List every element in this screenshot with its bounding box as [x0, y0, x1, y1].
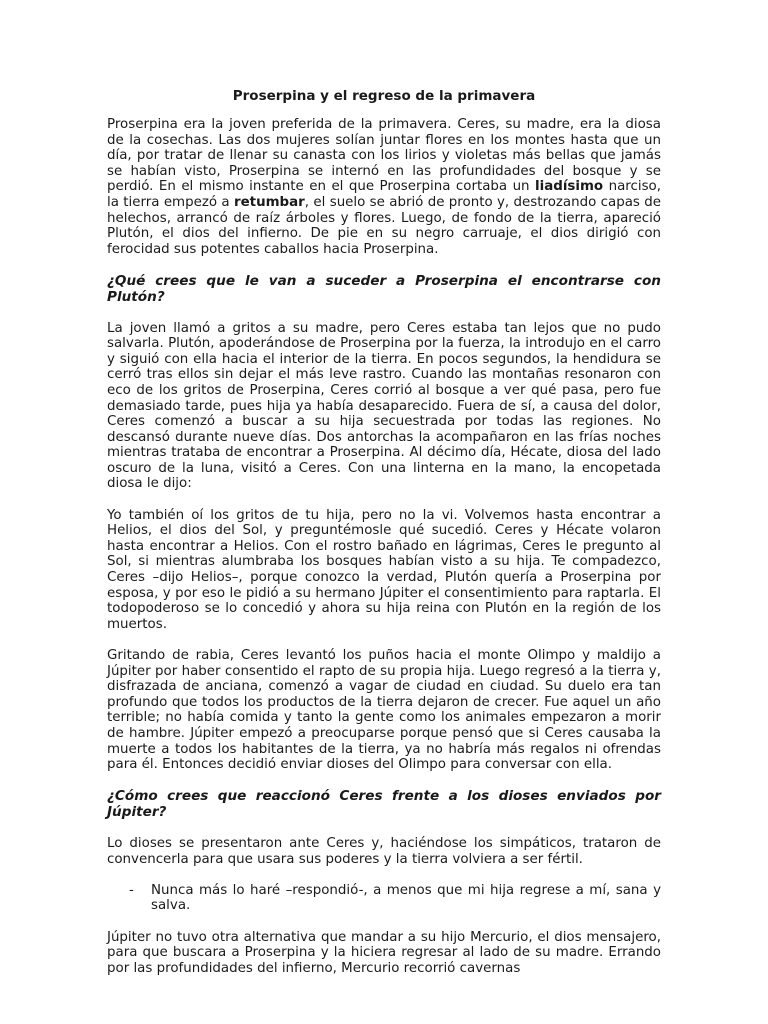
paragraph-1-part-b: narciso, la tierra empezó a: [107, 179, 661, 210]
spacer: [107, 257, 661, 273]
paragraph-3: Yo también oí los gritos de tu hija, pero no la vi. Volvemos hasta encontrar a Helios, el dios del Sol, y preguntémosle qué sucedió. Ceres y Hécate volaron hasta encontrar a Helios. Con el rostro bañado en lágrimas, Ceres le pregunto al Sol, si mientras alumbraba los bosques habían visto a su hija. Te compadezco, Ceres –dijo Helios–, porque conozco la verdad, Plutón quería a Proserpina por esposa, y por eso le pidió a su hermano Júpiter el consentimiento para raptarla. El todopoderoso se lo concedió y ahora su hija reina con Plutón en la región de los muertos.: [107, 507, 661, 632]
spacer: [107, 914, 661, 930]
paragraph-1-part-a: Proserpina era la joven preferida de la primavera. Ceres, su madre, era la diosa de la cosechas. Las dos mujeres solían juntar flores en los montes hasta que un día, por tratar de llenar su canasta con los lirios y violetas más bellas que jamás se habían visto, Proserpina se internó en las profundidades del bosque y se perdió. En el mismo instante en el que Proserpina cortaba un: [107, 117, 661, 195]
list-item-text: Nunca más lo haré –respondió-, a menos que mi hija regrese a mí, sana y salva.: [151, 882, 661, 914]
paragraph-1-part-c: , el suelo se abrió de pronto y, destrozando capas de helechos, arrancó de raíz árboles y flores. Luego, de fondo de la tierra, apareció Plutón, el dios del infierno. De pie en su negro carruaje, el dios dirigió con ferocidad sus potentes caballos hacia Proserpina.: [107, 194, 662, 257]
document-title: Proserpina y el regreso de la primavera: [232, 88, 536, 104]
question-2: ¿Cómo crees que reaccionó Ceres frente a los dioses enviados por Júpiter?: [107, 788, 661, 821]
spacer: [107, 632, 661, 648]
spacer: [107, 305, 661, 321]
paragraph-1: [107, 117, 661, 257]
paragraph-4: Gritando de rabia, Ceres levantó los puños hacia el monte Olimpo y maldijo a Júpiter por haber consentido el rapto de su propia hija. Luego regresó a la tierra y, disfrazada de anciana, comenzó a vagar de ciudad en ciudad. Su duelo era tan profundo que todos los productos de la tierra dejaron de crecer. Fue aquel un año terrible; no había comida y tanto la gente como los animales empezaron a morir de hambre. Júpiter empezó a preocuparse porque pensó que si Ceres causaba la muerte a todos los habitantes de la tierra, ya no habría más regalos ni ofrendas para él. Entonces decidió enviar dioses del Olimpo para conversar con ella.: [107, 648, 661, 773]
bold-word-liadisimo: liadísimo: [535, 179, 604, 195]
paragraph-6: Júpiter no tuvo otra alternativa que mandar a su hijo Mercurio, el dios mensajero, para que buscara a Proserpina y la hiciera regresar al lado de su madre. Errando por las profundidades del infierno, Mercurio recorrió cavernas: [107, 929, 661, 976]
list-dash: -: [129, 882, 134, 898]
spacer: [107, 867, 661, 883]
spacer: [107, 492, 661, 508]
spacer: [107, 820, 661, 836]
list-item: [129, 883, 661, 914]
question-1: ¿Qué crees que le van a suceder a Proserpina el encontrarse con Plutón?: [107, 272, 661, 305]
spacer: [107, 773, 661, 789]
bold-word-retumbar: retumbar: [233, 194, 305, 210]
paragraph-2: La joven llamó a gritos a su madre, pero Ceres estaba tan lejos que no pudo salvarla. Plutón, apoderándose de Proserpina por la fuerza, la introdujo en el carro y siguió con ella hacia el interior de la tierra. En pocos segundos, la hendidura se cerró tras ellos sin dejar el más leve rastro. Cuando las montañas resonaron con eco de los gritos de Proserpina, Ceres corrió al bosque a ver qué pasa, pero fue demasiado tarde, pues hija ya había desaparecido. Fuera de sí, a causa del dolor, Ceres comenzó a buscar a su hija secuestrada por todas las regiones. No descansó durante nueve días. Dos antorchas la acompañaron en las frías noches mientras trataba de encontrar a Proserpina. Al décimo día, Hécate, diosa del lado oscuro de la luna, visitó a Ceres. Con una linterna en la mano, la encopetada diosa le dijo:: [107, 320, 661, 492]
paragraph-5: Lo dioses se presentaron ante Ceres y, haciéndose los simpáticos, trataron de convencerla para que usara sus poderes y la tierra volviera a ser fértil.: [107, 835, 661, 867]
